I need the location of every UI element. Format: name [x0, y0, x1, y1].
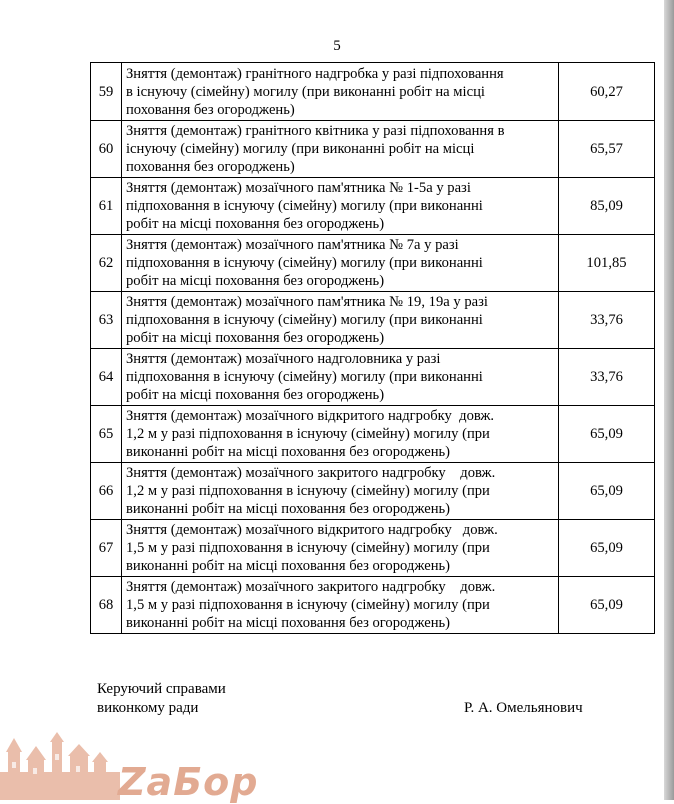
service-description [122, 235, 559, 292]
description-line: Зняття (демонтаж) гранітного квітника у разі підпоховання в [126, 123, 505, 139]
description-line: поховання без огороджень) [126, 159, 295, 175]
table-row [91, 406, 655, 463]
table-body [91, 63, 655, 634]
description-line: підпоховання в існуючу (сімейну) могилу (при виконанні [126, 369, 483, 385]
service-description [122, 121, 559, 178]
description-line: підпоховання в існуючу (сімейну) могилу (при виконанні [126, 312, 483, 328]
service-description [122, 406, 559, 463]
description-line: Зняття (демонтаж) мозаїчного закритого надгробку довж. [126, 579, 496, 595]
price-table [90, 62, 655, 634]
description-line: існуючу (сімейну) могилу (при виконанні робіт на місці [126, 141, 475, 157]
service-price: 65,09 [559, 463, 655, 520]
service-price: 33,76 [559, 292, 655, 349]
watermark-logo [0, 732, 259, 804]
table-row [91, 577, 655, 634]
description-line: 1,5 м у разі підпоховання в існуючу (сімейну) могилу (при [126, 597, 490, 613]
table-row [91, 121, 655, 178]
description-line: робіт на місці поховання без огороджень) [126, 216, 385, 232]
signatory-position-line2: виконкому ради [97, 700, 199, 716]
service-price: 65,09 [559, 520, 655, 577]
row-number: 68 [91, 577, 122, 634]
description-line: виконанні робіт на місці поховання без огороджень) [126, 501, 451, 517]
service-description [122, 292, 559, 349]
table-row [91, 178, 655, 235]
watermark-text: ZaБор [118, 760, 259, 804]
description-line: виконанні робіт на місці поховання без огороджень) [126, 615, 451, 631]
description-line: виконанні робіт на місці поховання без огороджень) [126, 558, 451, 574]
description-line: підпоховання в існуючу (сімейну) могилу (при виконанні [126, 255, 483, 271]
table-row [91, 63, 655, 121]
service-description [122, 349, 559, 406]
table-row [91, 349, 655, 406]
service-price: 33,76 [559, 349, 655, 406]
signatory-position [97, 680, 357, 718]
description-line: робіт на місці поховання без огороджень) [126, 273, 385, 289]
service-price: 101,85 [559, 235, 655, 292]
table-row [91, 463, 655, 520]
table-row [91, 520, 655, 577]
description-line: Зняття (демонтаж) мозаїчного надголовника у разі [126, 351, 441, 367]
service-description [122, 577, 559, 634]
row-number: 61 [91, 178, 122, 235]
row-number: 65 [91, 406, 122, 463]
description-line: 1,2 м у разі підпоховання в існуючу (сімейну) могилу (при [126, 483, 490, 499]
row-number: 64 [91, 349, 122, 406]
description-line: 1,2 м у разі підпоховання в існуючу (сімейну) могилу (при [126, 426, 490, 442]
service-price: 65,57 [559, 121, 655, 178]
description-line: поховання без огороджень) [126, 101, 295, 118]
row-number: 62 [91, 235, 122, 292]
description-line: Зняття (демонтаж) мозаїчного закритого надгробку довж. [126, 465, 496, 481]
service-description [122, 178, 559, 235]
service-price: 65,09 [559, 577, 655, 634]
description-line: Зняття (демонтаж) мозаїчного пам'ятника № 1-5а у разі [126, 180, 471, 196]
description-line: підпоховання в існуючу (сімейну) могилу (при виконанні [126, 198, 483, 214]
table-row [91, 292, 655, 349]
description-line: Зняття (демонтаж) мозаїчного пам'ятника № 7а у разі [126, 237, 459, 253]
description-line: 1,5 м у разі підпоховання в існуючу (сімейну) могилу (при [126, 540, 490, 556]
description-line: в існуючу (сімейну) могилу (при виконанні робіт на місці [126, 83, 485, 100]
service-description [122, 463, 559, 520]
page-edge-shadow [664, 0, 674, 800]
description-line: робіт на місці поховання без огороджень) [126, 330, 385, 346]
page-number: 5 [333, 38, 341, 54]
signatory-name: Р. А. Омельянович [464, 700, 583, 716]
description-line: Зняття (демонтаж) мозаїчного відкритого надгробку довж. [126, 522, 498, 538]
signatory-position-line1: Керуючий справами [97, 681, 226, 697]
service-price: 65,09 [559, 406, 655, 463]
row-number: 60 [91, 121, 122, 178]
row-number: 59 [91, 63, 122, 121]
description-line: Зняття (демонтаж) гранітного надгробка у разі підпоховання [126, 65, 504, 82]
row-number: 63 [91, 292, 122, 349]
service-price: 60,27 [559, 63, 655, 121]
service-description [122, 520, 559, 577]
row-number: 67 [91, 520, 122, 577]
row-number: 66 [91, 463, 122, 520]
description-line: робіт на місці поховання без огороджень) [126, 387, 385, 403]
description-line: Зняття (демонтаж) мозаїчного відкритого надгробку довж. [126, 408, 495, 424]
description-line: Зняття (демонтаж) мозаїчного пам'ятника № 19, 19а у разі [126, 294, 488, 310]
table-row [91, 235, 655, 292]
service-price: 85,09 [559, 178, 655, 235]
description-line: виконанні робіт на місці поховання без огороджень) [126, 444, 451, 460]
service-description [122, 63, 559, 121]
